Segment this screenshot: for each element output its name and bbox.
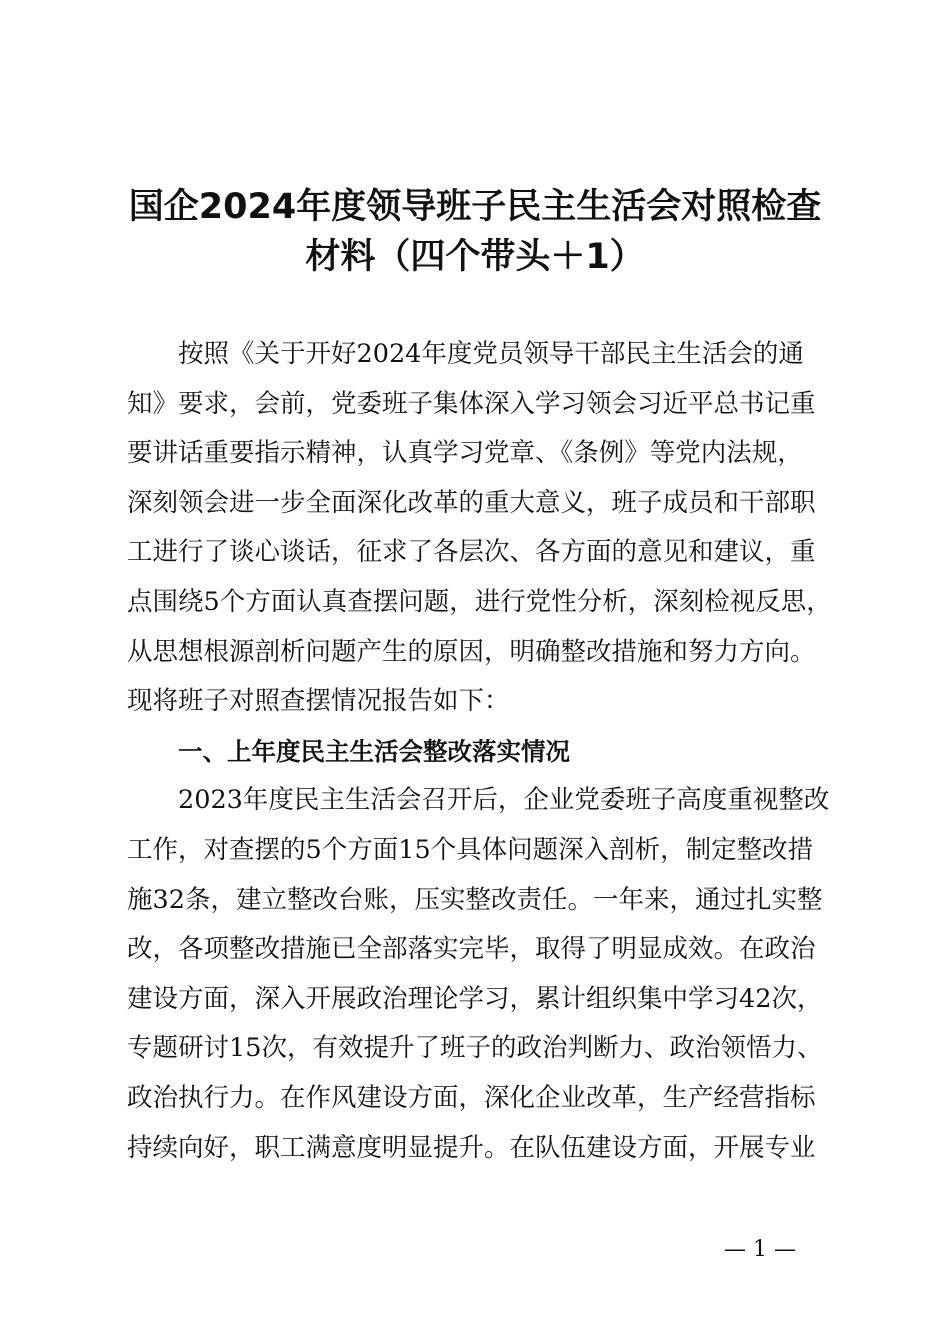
paragraph-line: 按照《关于开好2024年度党员领导干部民主生活会的通	[178, 339, 804, 369]
paragraph-line: 工进行了谈心谈话，征求了各层次、各方面的意见和建议，重	[127, 537, 816, 568]
paragraph-line: 知》要求，会前，党委班子集体深入学习领会习近平总书记重	[127, 388, 816, 419]
paragraph-line: 改，各项整改措施已全部落实完毕，取得了明显成效。在政治	[127, 934, 816, 965]
paragraph-line: 深刻领会进一步全面深化改革的重大意义，班子成员和干部职	[127, 487, 816, 518]
document-body	[127, 330, 847, 1173]
title-line-1: 国企2024年度领导班子民主生活会对照检查	[128, 187, 822, 227]
document-title	[110, 182, 840, 282]
paragraph-line: 2023年度民主生活会召开后，企业党委班子高度重视整改	[178, 785, 830, 816]
paragraph-line: 从思想根源剖析问题产生的原因，明确整改措施和努力方向。	[127, 636, 816, 667]
page-number: — 1 —	[724, 1237, 796, 1262]
title-line-2: 材料（四个带头＋1）	[305, 237, 645, 277]
paragraph-rectification	[127, 776, 847, 1173]
paragraph-line: 现将班子对照查摆情况报告如下：	[127, 686, 510, 717]
paragraph-line: 专题研讨15次，有效提升了班子的政治判断力、政治领悟力、	[127, 1033, 823, 1064]
paragraph-intro	[127, 330, 847, 727]
paragraph-line: 要讲话重要指示精神，认真学习党章、《条例》等党内法规，	[127, 438, 803, 469]
paragraph-line: 建设方面，深入开展政治理论学习，累计组织集中学习42次，	[127, 983, 823, 1014]
paragraph-line: 点围绕5个方面认真查摆问题，进行党性分析，深刻检视反思，	[127, 586, 832, 617]
paragraph-line: 持续向好，职工满意度明显提升。在队伍建设方面，开展专业	[127, 1132, 816, 1163]
section-heading: 一、上年度民主生活会整改落实情况	[178, 736, 570, 766]
paragraph-line: 工作，对查摆的5个方面15个具体问题深入剖析，制定整改措	[127, 834, 814, 865]
paragraph-line: 政治执行力。在作风建设方面，深化企业改革，生产经营指标	[127, 1082, 816, 1113]
paragraph-line: 施32条，建立整改台账，压实整改责任。一年来，通过扎实整	[127, 884, 823, 915]
